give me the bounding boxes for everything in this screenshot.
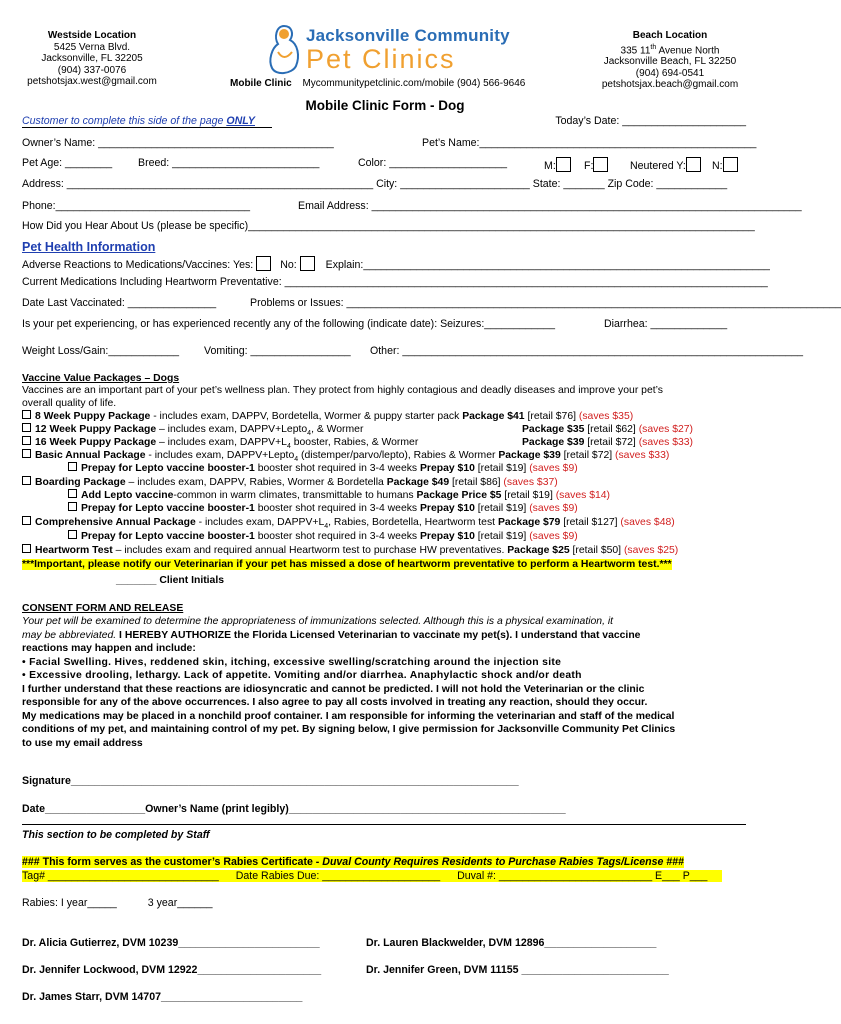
form-title: Mobile Clinic Form - Dog [305, 98, 465, 113]
rabies-certificate-note: ### This form serves as the customer’s Rabies Certificate - Duval County Requires Residents to Purchase Rabies Tags/License ### [22, 856, 684, 868]
rabies-1year-field[interactable]: Rabies: I year_____ [22, 897, 117, 909]
package-heartworm-checkbox[interactable] [22, 544, 31, 553]
package-comprehensive-lepto: Prepay for Lepto vaccine booster-1 booster shot required in 3-4 weeks Prepay $10 [retail $19] (saves $9) [68, 530, 752, 543]
address-field[interactable]: Address: ____________________________________________________ City: ______________________ State: _______ Zip Code: ____________ [22, 178, 728, 190]
package-boarding-lepto: Prepay for Lepto vaccine booster-1 booster shot required in 3-4 weeks Prepay $10 [retail $19] (saves $9) [68, 502, 752, 515]
tag-field[interactable]: Tag# _____________________________ [22, 870, 219, 882]
customer-note-row [22, 115, 746, 127]
vet-gutierrez[interactable]: Dr. Alicia Gutierrez, DVM 10239________________________ [22, 937, 320, 949]
diarrhea-field[interactable]: Diarrhea: _____________ [604, 318, 728, 330]
package-basic-lepto: Prepay for Lepto vaccine booster-1 booster shot required in 3-4 weeks Prepay $10 [retail $19] (saves $9) [68, 462, 752, 475]
mobile-info: Mycommunitypetclinic.com/mobile (904) 566-9646 [302, 78, 526, 89]
consent-bullet-2: • Excessive drooling, lethargy. Lack of appetite. Vomiting and/or diarrhea. Anaphylactic shock and/or death [22, 670, 582, 681]
clinic-logo [262, 22, 512, 80]
neutered-y-checkbox[interactable] [686, 157, 701, 172]
package-16wk: 16 Week Puppy Package – includes exam, $DAPPV+L_4$ booster, Rabies, & Wormer Package $39 [retail $72] (saves $33) [22, 436, 752, 453]
beach-email: petshotsjax.beach@gmail.com [601, 79, 739, 91]
package-12wk-checkbox[interactable] [22, 423, 31, 432]
westside-phone: (904) 337-0076 [57, 64, 127, 76]
package-basic-checkbox[interactable] [22, 449, 31, 458]
weight-row [22, 345, 804, 357]
date-vacc-field[interactable]: Date Last Vaccinated: _______________ [22, 297, 217, 309]
sex-f: F: [584, 157, 608, 172]
pet-logo-icon [262, 22, 306, 78]
package-8wk-checkbox[interactable] [22, 410, 31, 419]
mobile-label: Mobile Clinic [230, 78, 292, 89]
duval-field[interactable]: Duval #: __________________________ E___ P___ [457, 870, 708, 882]
adverse-no-checkbox[interactable] [300, 256, 315, 271]
westside-location [22, 30, 162, 88]
consent-line-1: Your pet will be examined to determine the appropriateness of immunizations selected. Although this is a physical examination, it [22, 616, 614, 627]
weight-field[interactable]: Weight Loss/Gain:____________ [22, 345, 180, 357]
westside-addr2: Jacksonville, FL 32205 [41, 53, 143, 64]
rabies-due-field[interactable]: Date Rabies Due: ____________________ [235, 870, 441, 882]
signature-field[interactable]: Signature____________________________________________________________________________ [22, 775, 519, 787]
westside-addr1: 5425 Verna Blvd. [53, 41, 131, 53]
package-boarding-checkbox[interactable] [22, 476, 31, 485]
beach-addr2: Jacksonville Beach, FL 32250 [603, 56, 737, 68]
vaccine-intro-1: Vaccines are an important part of your pet’s wellness plan. They protect from highly contagious and deadly diseases and improve your pet’s [22, 385, 663, 396]
adverse-row [22, 256, 770, 271]
consent-line-4: I further understand that these reactions are idiosyncratic and cannot be predicted. I will not hold the Veterinarian or the clinic [22, 684, 645, 695]
pets-name-field[interactable]: Pet’s Name:_______________________________________________ [422, 137, 757, 149]
seizures-field[interactable]: Is your pet experiencing, or has experienced recently any of the following (indicate date): Seizures:____________ [22, 318, 555, 330]
package-boarding-add-lepto: Add Lepto vaccine-common in warm climates, transmittable to humans Package Price $5 [retail $19] (saves $14) [68, 489, 752, 502]
adverse-yes-checkbox[interactable] [256, 256, 271, 271]
staff-heading: This section to be completed by Staff [22, 829, 210, 841]
logo-line1: Jacksonville Community [306, 26, 510, 45]
consent-line-5: responsible for any of the above occurrences. I also agree to pay all costs involved in treating any reaction, should they occur. [22, 697, 648, 708]
color-field[interactable]: Color: ____________________ [358, 157, 508, 169]
neutered-n: N: [712, 157, 738, 172]
package-comprehensive-lepto-checkbox[interactable] [68, 530, 77, 539]
consent-line-2: may be abbreviated. I HEREBY AUTHORIZE the Florida Licensed Veterinarian to vaccinate my pet(s). I understand that vaccine [22, 630, 641, 641]
package-boarding: Boarding Package – includes exam, DAPPV, Rabies, Wormer & Bordetella Package $49 [retail $86] (saves $37) [22, 476, 752, 489]
owner-row [22, 137, 757, 149]
vet-green[interactable]: Dr. Jennifer Green, DVM 11155 _________________________ [366, 964, 669, 976]
phone-email-row [22, 200, 802, 212]
vacc-row [22, 297, 841, 309]
consent-line-6: My medications may be placed in a nonchild proof container. I am responsible for informing the veterinarian and staff of the medical [22, 711, 675, 722]
vet-lockwood[interactable]: Dr. Jennifer Lockwood, DVM 12922_____________________ [22, 964, 322, 976]
meds-field[interactable]: Current Medications Including Heartworm Preventative: __________________________________________________________________________________ [22, 276, 768, 288]
phone-field[interactable]: Phone:_________________________________ [22, 200, 251, 212]
divider [22, 824, 746, 825]
package-comprehensive-checkbox[interactable] [22, 516, 31, 525]
client-initials-field[interactable]: _______ Client Initials [116, 575, 225, 586]
package-basic-lepto-checkbox[interactable] [68, 462, 77, 471]
vet-starr[interactable]: Dr. James Starr, DVM 14707________________________ [22, 991, 303, 1003]
mobile-clinic-line [230, 78, 525, 89]
rabies-3year-field[interactable]: 3 year______ [147, 897, 213, 909]
beach-location [595, 30, 745, 91]
consent-line-3: reactions may happen and include: [22, 643, 196, 654]
consent-heading: CONSENT FORM AND RELEASE [22, 603, 184, 614]
heartworm-important: ***Important, please notify our Veterinarian if your pet has missed a dose of heartworm preventative to perform a Heartworm test.*** [22, 559, 672, 570]
package-basic-annual: Basic Annual Package - includes exam, DAPPV+Lepto$_4$ (distemper/parvo/lepto), Rabies & Wormer Package $39 [retail $72] (saves $33) [22, 449, 752, 466]
todays-date-field[interactable]: Today’s Date: _____________________ [555, 115, 746, 127]
beach-phone: (904) 694-0541 [635, 67, 705, 79]
other-field[interactable]: Other: ____________________________________________________________________ [370, 345, 804, 357]
owners-name-field[interactable]: Owner’s Name: ________________________________________ [22, 137, 334, 149]
package-add-lepto-checkbox[interactable] [68, 489, 77, 498]
customer-note: Customer to complete this side of the page ONLY [22, 115, 255, 127]
package-16wk-checkbox[interactable] [22, 436, 31, 445]
sex-m: M: [544, 157, 571, 172]
logo-line2: Pet Clinics [306, 44, 456, 74]
experience-row [22, 318, 746, 330]
how-hear-field[interactable]: How Did you Hear About Us (please be specific)______________________________________________________________________________________ [22, 220, 755, 232]
westside-title: Westside Location [47, 30, 137, 41]
vaccine-intro-2: overall quality of life. [22, 398, 117, 409]
beach-addr1: 335 11th Avenue North [620, 43, 720, 56]
pet-age-field[interactable]: Pet Age: ________ [22, 157, 113, 169]
explain-field[interactable]: Explain:_____________________________________________________________________ [325, 259, 770, 271]
package-12wk: 12 Week Puppy Package – includes exam, DAPPV+Lepto$_4$, & Wormer Package $35 [retail $62] (saves $27) [22, 423, 752, 440]
note-underline [22, 127, 272, 128]
westside-email: petshotsjax.west@gmail.com [27, 76, 157, 87]
package-8wk: 8 Week Puppy Package - includes exam, DAPPV, Bordetella, Wormer & puppy starter pack Package $41 [retail $76] (saves $35) [22, 410, 752, 423]
neutered-n-checkbox[interactable] [723, 157, 738, 172]
consent-bullet-1: • Facial Swelling. Hives, reddened skin, itching, excessive swelling/scratching around the injection site [22, 657, 562, 668]
consent-line-7: conditions of my pet, and maintaining control of my pet. By signing below, I give permission for Jacksonville Community Pet Clinics [22, 724, 676, 735]
sex-m-checkbox[interactable] [556, 157, 571, 172]
beach-title: Beach Location [632, 30, 708, 41]
rabies-years-row [22, 897, 213, 909]
neutered-y: Neutered Y: [630, 157, 701, 172]
consent-line-8: to use my email address [22, 738, 143, 749]
email-field[interactable]: Email Address: _________________________________________________________________________ [298, 200, 802, 212]
adverse-no-label: No: [280, 259, 297, 271]
package-boarding-lepto-checkbox[interactable] [68, 502, 77, 511]
sex-f-checkbox[interactable] [593, 157, 608, 172]
date-owner-field[interactable]: Date_________________Owner’s Name (print legibly)_______________________________________________ [22, 803, 566, 815]
package-comprehensive: Comprehensive Annual Package - includes exam, $DAPPV+L_4$, Rabies, Bordetella, Heartworm test Package $79 [retail $127] (saves $48) [22, 516, 752, 533]
breed-field[interactable]: Breed: _________________________ [138, 157, 320, 169]
adverse-label: Adverse Reactions to Medications/Vaccines: Yes: [22, 259, 254, 271]
vet-blackwelder[interactable]: Dr. Lauren Blackwelder, DVM 12896___________________ [366, 937, 657, 949]
package-heartworm: Heartworm Test – includes exam and required annual Heartworm test to purchase HW preventatives. Package $25 [retail $50] (saves $25) [22, 544, 752, 557]
vaccine-heading: Vaccine Value Packages – Dogs [22, 373, 180, 384]
tag-row [22, 870, 746, 882]
pet-info-row [22, 157, 746, 172]
health-heading: Pet Health Information [22, 240, 156, 254]
problems-field[interactable]: Problems or Issues: ____________________________________________________________________________________ [250, 297, 841, 309]
vomiting-field[interactable]: Vomiting: _________________ [204, 345, 351, 357]
